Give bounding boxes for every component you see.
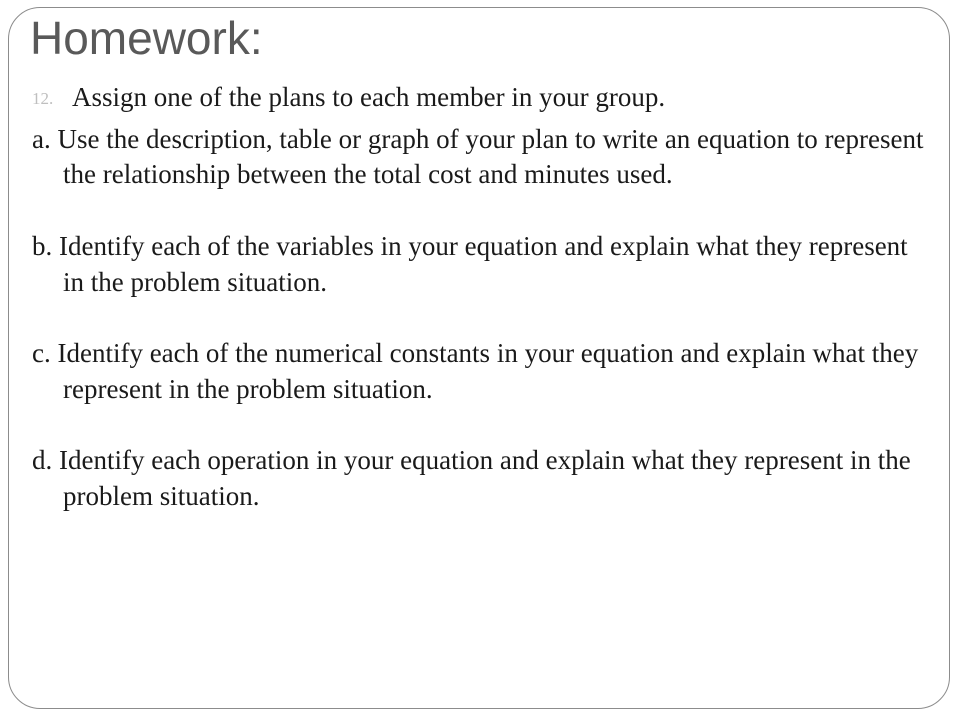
part-b: b. Identify each of the variables in your equation and explain what they represent in the problem situation. xyxy=(32,230,908,297)
slide-body xyxy=(32,80,932,515)
part-c: c. Identify each of the numerical constants in your equation and explain what they represent in the problem situation. xyxy=(32,338,919,404)
part-d: d. Identify each operation in your equation and explain what they represent in the problem situation. xyxy=(32,445,911,511)
item-number: 12. xyxy=(32,89,54,108)
numbered-item xyxy=(32,80,932,116)
item-text: Assign one of the plans to each member in your group. xyxy=(72,82,666,112)
part-a: a. Use the description, table or graph of your plan to write an equation to represent the relationship between the total cost and minutes used. xyxy=(32,123,924,190)
slide-title: Homework: xyxy=(30,12,263,64)
